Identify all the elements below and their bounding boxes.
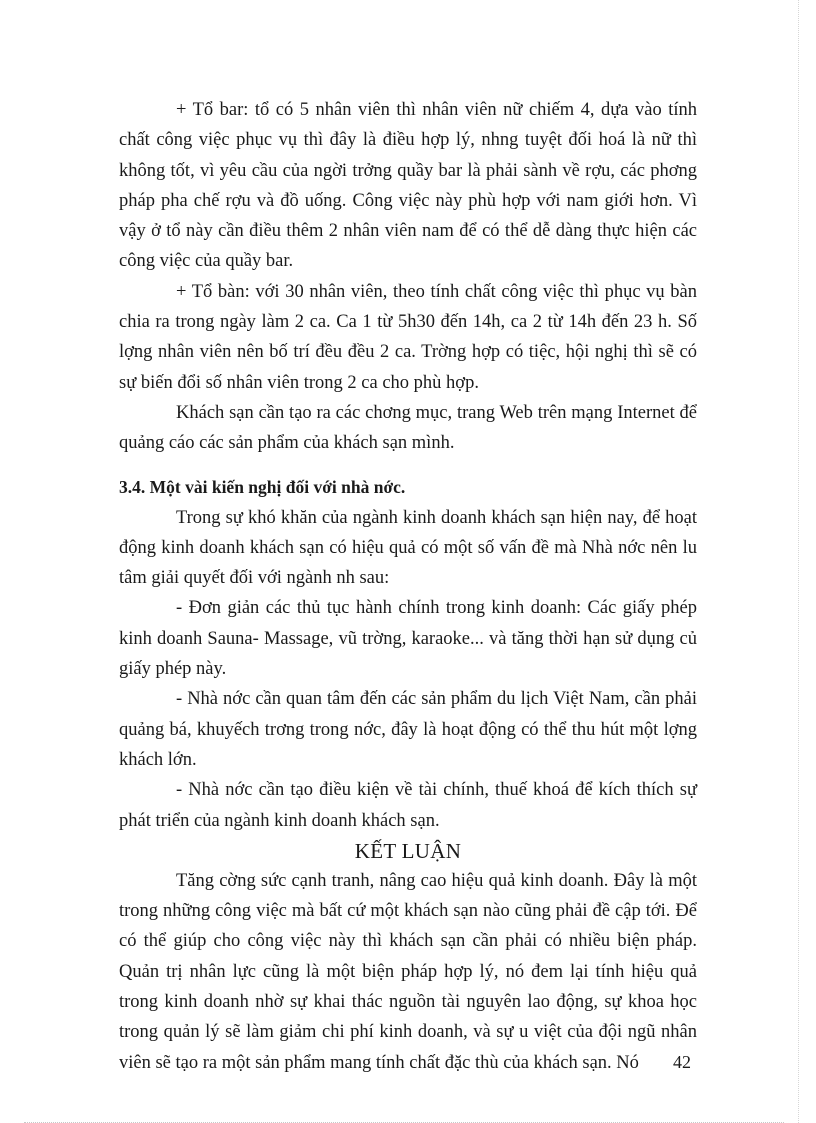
page-number: 42: [673, 1052, 691, 1072]
paragraph-bar-team: + Tổ bar: tổ có 5 nhân viên thì nhân viên nữ chiếm 4, dựa vào tính chất công việc phục vụ thì đây là điều hợp lý, nhng tuyệt đối hoá là nữ thì không tốt, vì yêu cầu của ngời trởng quầy bar là phải sành về rợu, các phơng pháp pha chế rợu và đồ uống. Công việc này phù hợp với nam giới hơn. Vì vậy ở tổ này cần điều thêm 2 nhân viên nam để có thể dễ dàng thực hiện các công việc của quầy bar.: [119, 100, 697, 272]
paragraph-intro: Trong sự khó khăn của ngành kinh doanh khách sạn hiện nay, để hoạt động kinh doanh khách sạn có hiệu quả có một số vấn đề mà Nhà nớc nên lu tâm giải quyết đối với ngành nh sau:: [119, 507, 697, 589]
paragraph-table-team: + Tổ bàn: với 30 nhân viên, theo tính chất công việc thì phục vụ bàn chia ra trong ngày làm 2 ca. Ca 1 từ 5h30 đến 14h, ca 2 từ 14h đến 23 h. Số lợng nhân viên nên bố trí đều đều 2 ca. Trờng hợp có tiệc, hội nghị thì sẽ có sự biến đổi số nhân viên trong 2 ca cho phù hợp.: [119, 281, 697, 393]
conclusion-title: KẾT LUẬN: [354, 838, 462, 863]
list-item-promotion: - Nhà nớc cần quan tâm đến các sản phẩm du lịch Việt Nam, cần phải quảng bá, khuyếch trơng trong nớc, đây là hoạt động có thể thu hút một lợng khách lớn.: [119, 689, 697, 770]
list-item-procedures: - Đơn giản các thủ tục hành chính trong kinh doanh: Các giấy phép kinh doanh Sauna- Massage, vũ trờng, karaoke... và tăng thời hạn sử dụng củ giấy phép này.: [119, 598, 697, 680]
section-heading: 3.4. Một vài kiến nghị đối với nhà nớc.: [119, 476, 406, 497]
list-item-finance: - Nhà nớc cần tạo điều kiện về tài chính, thuế khoá để kích thích sự phát triển của ngành kinh doanh khách sạn.: [119, 780, 697, 831]
document-page: [119, 95, 697, 1078]
paragraph-conclusion: Tăng cờng sức cạnh tranh, nâng cao hiệu quả kinh doanh. Đây là một trong những công việc mà bất cứ một khách sạn nào cũng phải đề cập tới. Để có thể giúp cho công việc này thì khách sạn cần phải có nhiều biện pháp. Quản trị nhân lực cũng là một biện pháp hợp lý, nó đem lại tính hiệu quả trong kinh doanh nhờ sự khai thác nguồn tài nguyên lao động, sự khoa học trong quản lý sẽ làm giảm chi phí kinh doanh, và sự u việt của đội ngũ nhân viên sẽ tạo ra một sản phẩm mang tính chất đặc thù của khách sạn. Nó: [119, 870, 697, 1073]
paragraph-website: Khách sạn cần tạo ra các chơng mục, trang Web trên mạng Internet để quảng cáo các sản phẩm của khách sạn mình.: [119, 402, 697, 454]
right-divider: [798, 0, 799, 1123]
